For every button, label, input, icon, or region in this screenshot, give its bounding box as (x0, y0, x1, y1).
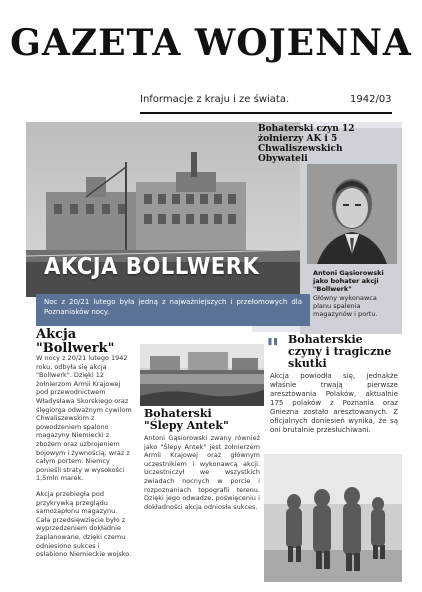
article-body-akcja-1: W nocy z 20/21 lutego 1942 roku, odbyła się akcja "Bollwerk". Dzięki 12 żołnierzom Armii Krajowej pod przewodnictwem Władysława Skorskiego oraz ślęgiorga odważnym cywilom Chwaliszewskim z powodzeniem spalono magazyny Niemiecki z zbożem oraz uzbrojeniem bojowym i żywnością, wraz z całym portem. Niemcy ponieśli straty w wysokości 1,5mln marek. (36, 354, 132, 483)
soldiers-photo (264, 454, 402, 582)
article-heading-slepy-antek: Bohaterski "Ślepy Antek" (144, 407, 229, 432)
portrait-description: Główny wykonawca planu spalenia magazynów i portu. (313, 294, 378, 318)
masthead-title: GAZETA WOJENNA (10, 22, 412, 64)
portrait-photo (307, 164, 397, 264)
article-heading-bohaterskie: Bohaterskie czyny i tragiczne skutki (288, 333, 392, 370)
harbor-photo-illustration (140, 344, 264, 406)
portrait-caption: Antoni Gąsiorowski jako bohater akcji "Bollwerk" (313, 269, 384, 293)
article-body-slepy-antek: Antoni Gąsiorowski zwany również jako "Ślepy Antek" jest żołnierzem Armii Krajowej oraz głównym uczestnikiem i wykonawcą akcji. Uczestniczył we wszystkich zwiadach nocnych w porcie i rozpoznaniach topografii terenu. Dzięki jego odwadze, poświęceniu i dokładności akcja odniosła sukces. (144, 434, 260, 511)
tagline: Informacje z kraju i ze świata. (140, 94, 290, 105)
soldiers-photo-illustration (264, 454, 402, 582)
article-body-bohaterskie: Akcja powiodła się, jednakże właśnie trwają pierwsze aresztowania Polaków, aktualnie 175 polaków z Poznania oraz Gniezna zostało aresztowanych. Z oficjalnych doniesień wynika, że są oni brutalnie przesłuchiwani. (270, 372, 398, 434)
issue-number: 1942/03 (350, 94, 392, 105)
quote-icon: " (266, 334, 280, 364)
article-body-akcja-2: Akcja przebiegła pod przykrywką przeglądu samozapłonu magazynu. Cała przedsięwzięcie było z wyprzedzeniem dokładnie zaplanowane, dzięki czemu odniesiono sukces i osłabiono Niemieckie wojsko. (36, 490, 132, 559)
hero-title: AKCJA BOLLWERK (44, 254, 260, 280)
hero-caption: Noc z 20/21 lutego była jedną z najważniejszych i przełomowych dla Poznaniaków nocy. (36, 294, 310, 326)
feature-heading: Bohaterski czyn 12 żołnierzy AK i 5 Chwaliszewskich Obywateli (258, 124, 355, 164)
portrait-illustration (307, 164, 397, 264)
article-heading-akcja: Akcja "Bollwerk" (36, 327, 115, 356)
header-divider (140, 112, 392, 114)
harbor-photo (140, 344, 264, 406)
